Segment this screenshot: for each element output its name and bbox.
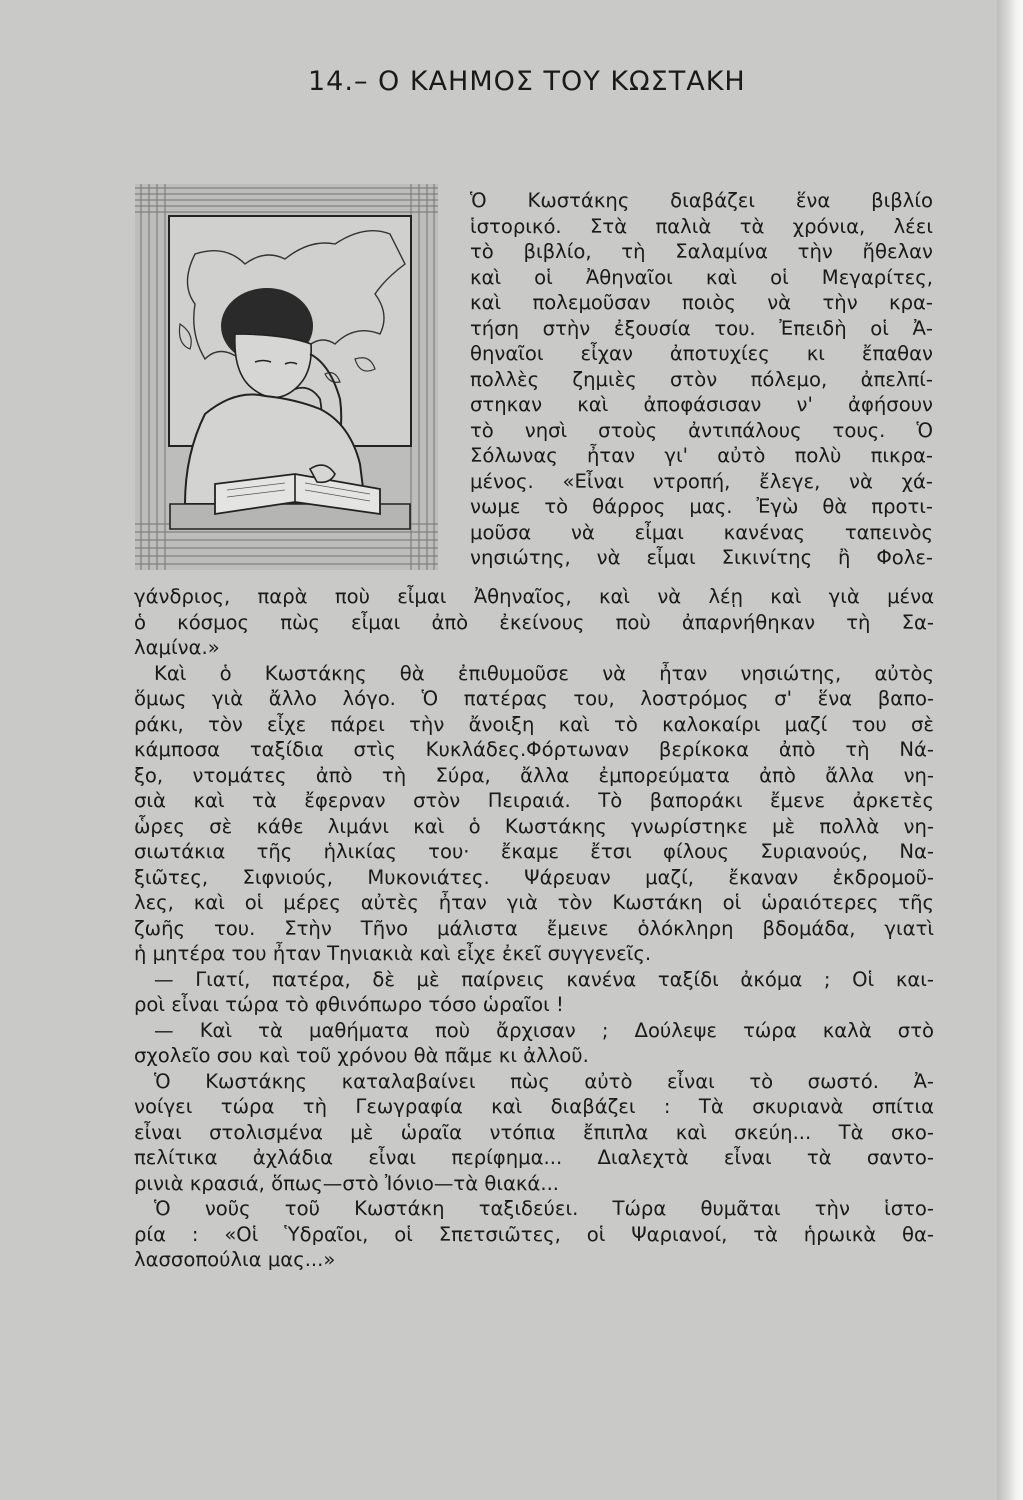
text-line: ρινιὰ κρασιά, ὅπως—στὸ Ἰόνιο—τὰ θιακά... (134, 1171, 560, 1195)
text-line: ὧρες σὲ κάθε λιμάνι καὶ ὁ Κωστάκης γνωρίστηκε μὲ πολλὰ νη- (134, 814, 934, 838)
text-line: ξιῶτες, Σιφνιούς, Μυκονιάτες. Ψάρευαν μαζί, ἔκαναν ἐκδρομοῦ- (134, 865, 934, 889)
text-line: — Γιατί, πατέρα, δὲ μὲ παίρνεις κανένα ταξίδι ἀκόμα ; Οἱ και- (154, 967, 934, 991)
text-line: τήση στὴν ἐξουσία του. Ἐπειδὴ οἱ Ἀ- (470, 316, 933, 340)
text-line: ἡ μητέρα του ἦταν Τηνιακιὰ καὶ εἶχε ἐκεῖ συγγενεῖς. (134, 942, 652, 965)
text-line: ὁ κόσμος πὼς εἶμαι ἀπὸ ἐκείνους ποὺ ἀπαρνήθηκαν τὴ Σα- (134, 610, 934, 634)
boy-reading-book-illustration-icon (135, 184, 438, 570)
text-line: λασσοπούλια μας...» (134, 1248, 336, 1271)
text-line: λαμίνα.» (134, 636, 220, 659)
text-line: μένος. «Εἶναι ντροπή, ἔλεγε, νὰ χά- (470, 469, 933, 493)
text-line: Καὶ ὁ Κωστάκης θὰ ἐπιθυμοῦσε νὰ ἦταν νησιώτης, αὐτὸς (154, 661, 934, 685)
page-title: 14.– Ο ΚΑΗΜΟΣ ΤΟΥ ΚΩΣΤΑΚΗ (308, 66, 746, 97)
text-line: τὸ βιβλίο, τὴ Σαλαμίνα τὴν ἤθελαν (470, 240, 933, 263)
text-line: ζωῆς του. Στὴν Τῆνο μάλιστα ἔμεινε ὁλόκληρη βδομάδα, γιατὶ (134, 916, 934, 940)
text-line: καὶ οἱ Ἀθηναῖοι καὶ οἱ Μεγαρίτες, (470, 265, 933, 289)
text-line: λες, καὶ οἱ μέρες αὐτὲς ἦταν γιὰ τὸν Κωστάκη οἱ ὡραιότερες τῆς (134, 891, 934, 914)
text-line: πολλὲς ζημιὲς στὸν πόλεμο, ἀπελπί- (470, 367, 933, 391)
text-line: τὸ νησὶ στοὺς ἀντιπάλους τους. Ὁ (470, 418, 933, 442)
text-line: ρία : «Οἱ Ὑδραῖοι, οἱ Σπετσιῶτες, οἱ Ψαριανοί, τὰ ἡρωικὰ θα- (134, 1222, 934, 1246)
wrapped-text-column (470, 188, 933, 571)
text-line: νοίγει τώρα τὴ Γεωγραφία καὶ διαβάζει : Τὰ σκυριανὰ σπίτια (134, 1095, 934, 1118)
text-line: σιὰ καὶ τὰ ἔφερναν στὸν Πειραιά. Τὸ βαποράκι ἔμενε ἀρκετὲς (134, 789, 934, 812)
text-line: σιωτάκια τῆς ἡλικίας του· ἔκαμε ἔτσι φίλους Συριανούς, Να- (134, 840, 934, 863)
text-line: — Καὶ τὰ μαθήματα ποὺ ἄρχισαν ; Δούλεψε τώρα καλὰ στὸ (154, 1018, 934, 1042)
text-line: γάνδριος, παρὰ ποὺ εἶμαι Ἀθηναῖος, καὶ νὰ λέῃ καὶ γιὰ μένα (134, 585, 934, 608)
text-line: Ὁ Κωστάκης καταλαβαίνει πὼς αὐτὸ εἶναι τὸ σωστό. Ἀ- (154, 1069, 934, 1093)
text-line: καὶ πολεμοῦσαν ποιὸς νὰ τὴν κρα- (470, 291, 933, 314)
text-line: Ὁ νοῦς τοῦ Κωστάκη ταξιδεύει. Τώρα θυμᾶται τὴν ἱστο- (154, 1197, 934, 1220)
text-line: ροὶ εἶναι τώρα τὸ φθινόπωρο τόσο ὡραῖοι ! (134, 993, 564, 1016)
text-line: ξο, ντομάτες ἀπὸ τὴ Σύρα, ἄλλα ἐμπορεύματα ἀπὸ ἄλλα νη- (134, 763, 934, 787)
text-line: ὅμως γιὰ ἄλλο λόγο. Ὁ πατέρας του, λοστρόμος σ' ἕνα βαπο- (134, 687, 934, 710)
text-line: κάμποσα ταξίδια στὶς Κυκλάδες.Φόρτωναν βερίκοκα ἀπὸ τὴ Νά- (134, 738, 934, 761)
text-line: νωμε τὸ θάρρος μας. Ἐγὼ θὰ προτι- (470, 495, 933, 518)
text-line: Σόλωνας ἦταν γι' αὐτὸ πολὺ πικρα- (470, 444, 933, 467)
text-line: μοῦσα νὰ εἶμαι κανένας ταπεινὸς (470, 520, 933, 544)
text-line: πελίτικα ἀχλάδια εἶναι περίφημα... Διαλεχτὰ εἶναι τὰ σαντο- (134, 1146, 934, 1169)
text-line: θηναῖοι εἶχαν ἀποτυχίες κι ἔπαθαν (470, 342, 933, 365)
page-edge (997, 0, 1023, 1500)
text-line: στηκαν καὶ ἀποφάσισαν ν' ἀφήσουν (470, 393, 933, 416)
body-text (134, 584, 934, 1273)
text-line: ράκι, τὸν εἶχε πάρει τὴν ἄνοιξη καὶ τὸ καλοκαίρι μαζί του σὲ (134, 712, 934, 736)
text-line: σχολεῖο σου καὶ τοῦ χρόνου θὰ πᾶμε κι ἀλλοῦ. (134, 1044, 589, 1067)
text-line: Ὁ Κωστάκης διαβάζει ἕνα βιβλίο (470, 189, 933, 212)
text-line: ἱστορικό. Στὰ παλιὰ τὰ χρόνια, λέει (470, 214, 933, 238)
text-line: εἶναι στολισμένα μὲ ὡραῖα ντόπια ἔπιπλα καὶ σκεύη... Τὰ σκο- (134, 1120, 934, 1144)
text-line: νησιώτης, νὰ εἶμαι Σικινίτης ἢ Φολε- (470, 546, 933, 569)
